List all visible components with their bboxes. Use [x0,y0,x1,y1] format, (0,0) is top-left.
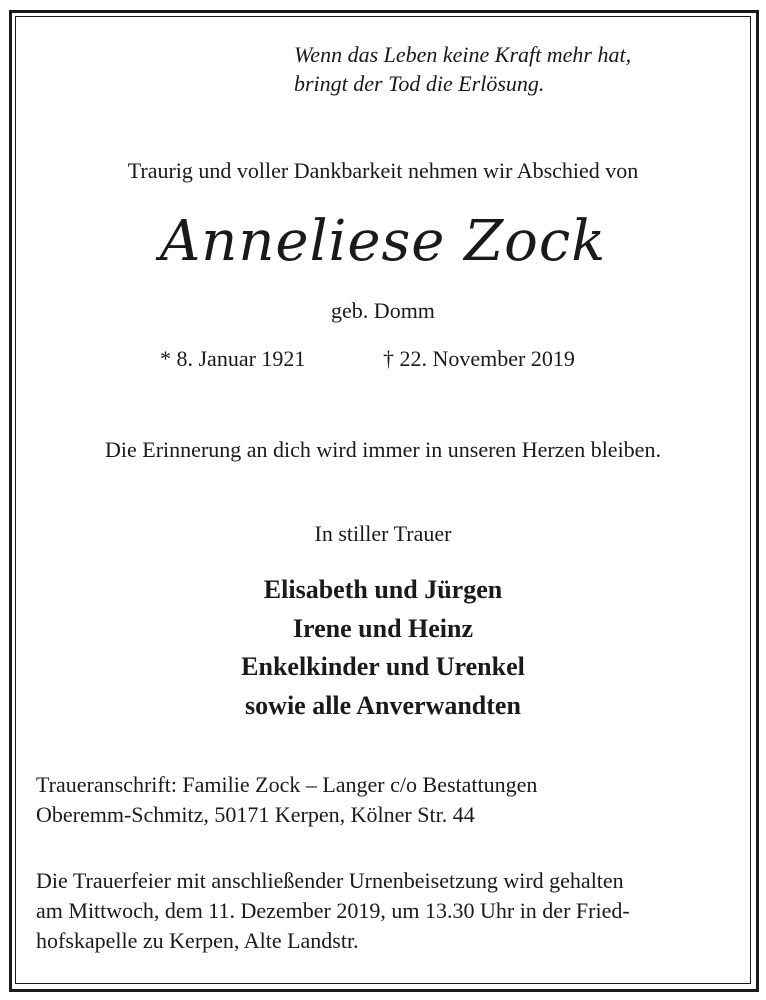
memory-line: Die Erinnerung an dich wird immer in unseren Herzen bleiben. [105,437,661,462]
mourner-line: Elisabeth und Jürgen [263,575,503,604]
mourners-list [0,571,766,725]
mourner-line: sowie alle Anverwandten [245,690,521,720]
address-line-2: Oberemm-Schmitz, 50171 Kerpen, Kölner Str. 44 [36,802,475,827]
motto-line-1: Wenn das Leben keine Kraft mehr hat, [294,42,632,67]
deceased-name: Anneliese Zock [159,209,607,274]
ceremony-info [36,866,630,956]
motto-line-2: bringt der Tod die Erlösung. [294,71,545,96]
maiden-name: geb. Domm [331,298,435,323]
mourning-label: In stiller Trauer [314,521,452,546]
motto-quote [294,40,631,98]
death-date: † 22. November 2019 [383,346,575,371]
birth-date: * 8. Januar 1921 [160,346,306,371]
mourner-line: Irene und Heinz [292,613,474,643]
mourning-address [36,770,537,830]
intro-text: Traurig und voller Dankbarkeit nehmen wir Abschied von [127,158,639,183]
address-line-1: Traueranschrift: Familie Zock – Langer c/o Bestattungen [36,772,538,797]
ceremony-line-1: Die Trauerfeier mit anschließender Urnenbeisetzung wird gehalten [36,868,624,893]
mourner-line: Enkelkinder und Urenkel [241,652,525,681]
ceremony-line-2: am Mittwoch, dem 11. Dezember 2019, um 13.30 Uhr in der Fried- [36,898,630,923]
ceremony-line-3: hofskapelle zu Kerpen, Alte Landstr. [36,928,359,953]
